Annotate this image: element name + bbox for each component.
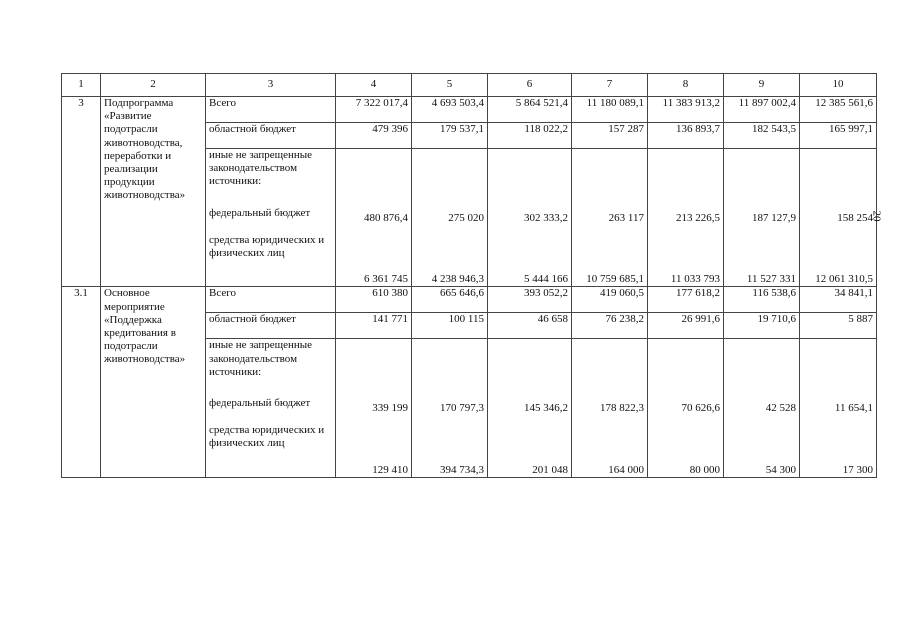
- header-cell: 6: [488, 74, 572, 97]
- value-cell: [412, 149, 488, 287]
- header-row: [62, 74, 877, 97]
- federal-value: 339 199: [372, 402, 408, 415]
- section-total-row: [62, 287, 877, 313]
- value-cell: 182 543,5: [724, 123, 800, 149]
- header-cell: 2: [101, 74, 206, 97]
- value-cell: 479 396: [336, 123, 412, 149]
- legal-label: средства юридических и физических лиц: [209, 233, 325, 259]
- row-label-total: Всего: [206, 287, 336, 313]
- value-cell: 12 385 561,6: [800, 97, 877, 123]
- header-cell: 8: [648, 74, 724, 97]
- legal-value: 5 444 166: [524, 273, 568, 286]
- legal-value: 17 300: [842, 463, 873, 476]
- value-cell: 7 322 017,4: [336, 97, 412, 123]
- value-cell: 665 646,6: [412, 287, 488, 313]
- federal-value: 158 254: [837, 212, 873, 224]
- page-number: 20: [870, 210, 883, 222]
- section-code: 3.1: [62, 287, 101, 477]
- legal-value: 394 734,3: [440, 463, 484, 476]
- value-cell: [800, 339, 877, 477]
- budget-table: [61, 73, 877, 478]
- value-cell: 610 380: [336, 287, 412, 313]
- value-cell: 11 383 913,2: [648, 97, 724, 123]
- legal-value: 54 300: [765, 463, 796, 476]
- legal-value: 80 000: [689, 463, 720, 476]
- value-cell: 179 537,1: [412, 123, 488, 149]
- legal-value: 6 361 745: [364, 273, 408, 286]
- other-sources-label: иные не запрещенные законодательством источники:: [209, 149, 313, 188]
- value-cell: 393 052,2: [488, 287, 572, 313]
- value-cell: 157 287: [572, 123, 648, 149]
- federal-value: 213 226,5: [676, 212, 720, 224]
- value-cell: [336, 149, 412, 287]
- value-cell: 34 841,1: [800, 287, 877, 313]
- value-cell: [488, 149, 572, 287]
- header-cell: 4: [336, 74, 412, 97]
- federal-value: 145 346,2: [524, 402, 568, 415]
- value-cell: [800, 149, 877, 287]
- value-cell: [724, 149, 800, 287]
- header-cell: 10: [800, 74, 877, 97]
- legal-label: средства юридических и физических лиц: [209, 424, 325, 450]
- legal-value: 12 061 310,5: [815, 273, 873, 286]
- value-cell: 177 618,2: [648, 287, 724, 313]
- section-name: Подпрограмма «Развитие подотрасли животноводства, переработки и реализации продукции животноводства»: [101, 97, 206, 287]
- legal-value: 11 033 793: [670, 273, 720, 286]
- legal-value: 129 410: [372, 463, 408, 476]
- value-cell: [412, 339, 488, 477]
- value-cell: 165 997,1: [800, 123, 877, 149]
- federal-label: федеральный бюджет: [209, 206, 311, 219]
- section-total-row: [62, 97, 877, 123]
- value-cell: [572, 339, 648, 477]
- legal-value: 164 000: [608, 463, 644, 476]
- value-cell: 46 658: [488, 313, 572, 339]
- value-cell: 11 180 089,1: [572, 97, 648, 123]
- value-cell: 76 238,2: [572, 313, 648, 339]
- legal-value: 4 238 946,3: [431, 273, 484, 286]
- federal-value: 263 117: [608, 212, 644, 224]
- header-cell: 9: [724, 74, 800, 97]
- value-cell: 19 710,6: [724, 313, 800, 339]
- row-label-other: [206, 149, 336, 287]
- federal-value: 275 020: [448, 212, 484, 224]
- value-cell: [572, 149, 648, 287]
- value-cell: 419 060,5: [572, 287, 648, 313]
- legal-value: 201 048: [532, 463, 568, 476]
- federal-value: 11 654,1: [834, 402, 873, 415]
- value-cell: [336, 339, 412, 477]
- value-cell: 136 893,7: [648, 123, 724, 149]
- value-cell: [648, 339, 724, 477]
- value-cell: [488, 339, 572, 477]
- row-label-other: [206, 339, 336, 477]
- value-cell: 4 693 503,4: [412, 97, 488, 123]
- federal-value: 178 822,3: [600, 402, 644, 415]
- federal-value: 42 528: [765, 402, 796, 415]
- legal-value: 11 527 331: [746, 273, 796, 286]
- header-cell: 1: [62, 74, 101, 97]
- federal-value: 70 626,6: [681, 402, 720, 415]
- federal-value: 480 876,4: [364, 212, 408, 224]
- federal-value: 187 127,9: [752, 212, 796, 224]
- header-cell: 7: [572, 74, 648, 97]
- section-code: 3: [62, 97, 101, 287]
- other-sources-label: иные не запрещенные законодательством источники:: [209, 339, 313, 378]
- federal-value: 302 333,2: [524, 212, 568, 224]
- row-label-regional: областной бюджет: [206, 313, 336, 339]
- federal-value: 170 797,3: [440, 402, 484, 415]
- header-cell: 5: [412, 74, 488, 97]
- value-cell: 118 022,2: [488, 123, 572, 149]
- value-cell: 5 887: [800, 313, 877, 339]
- row-label-total: Всего: [206, 97, 336, 123]
- value-cell: 26 991,6: [648, 313, 724, 339]
- value-cell: 11 897 002,4: [724, 97, 800, 123]
- legal-value: 10 759 685,1: [586, 273, 644, 286]
- row-label-regional: областной бюджет: [206, 123, 336, 149]
- value-cell: 5 864 521,4: [488, 97, 572, 123]
- value-cell: [724, 339, 800, 477]
- header-cell: 3: [206, 74, 336, 97]
- value-cell: 141 771: [336, 313, 412, 339]
- section-name: Основное мероприятие «Поддержка кредитования в подотрасли животноводства»: [101, 287, 206, 477]
- value-cell: 116 538,6: [724, 287, 800, 313]
- value-cell: [648, 149, 724, 287]
- value-cell: 100 115: [412, 313, 488, 339]
- federal-label: федеральный бюджет: [209, 396, 311, 409]
